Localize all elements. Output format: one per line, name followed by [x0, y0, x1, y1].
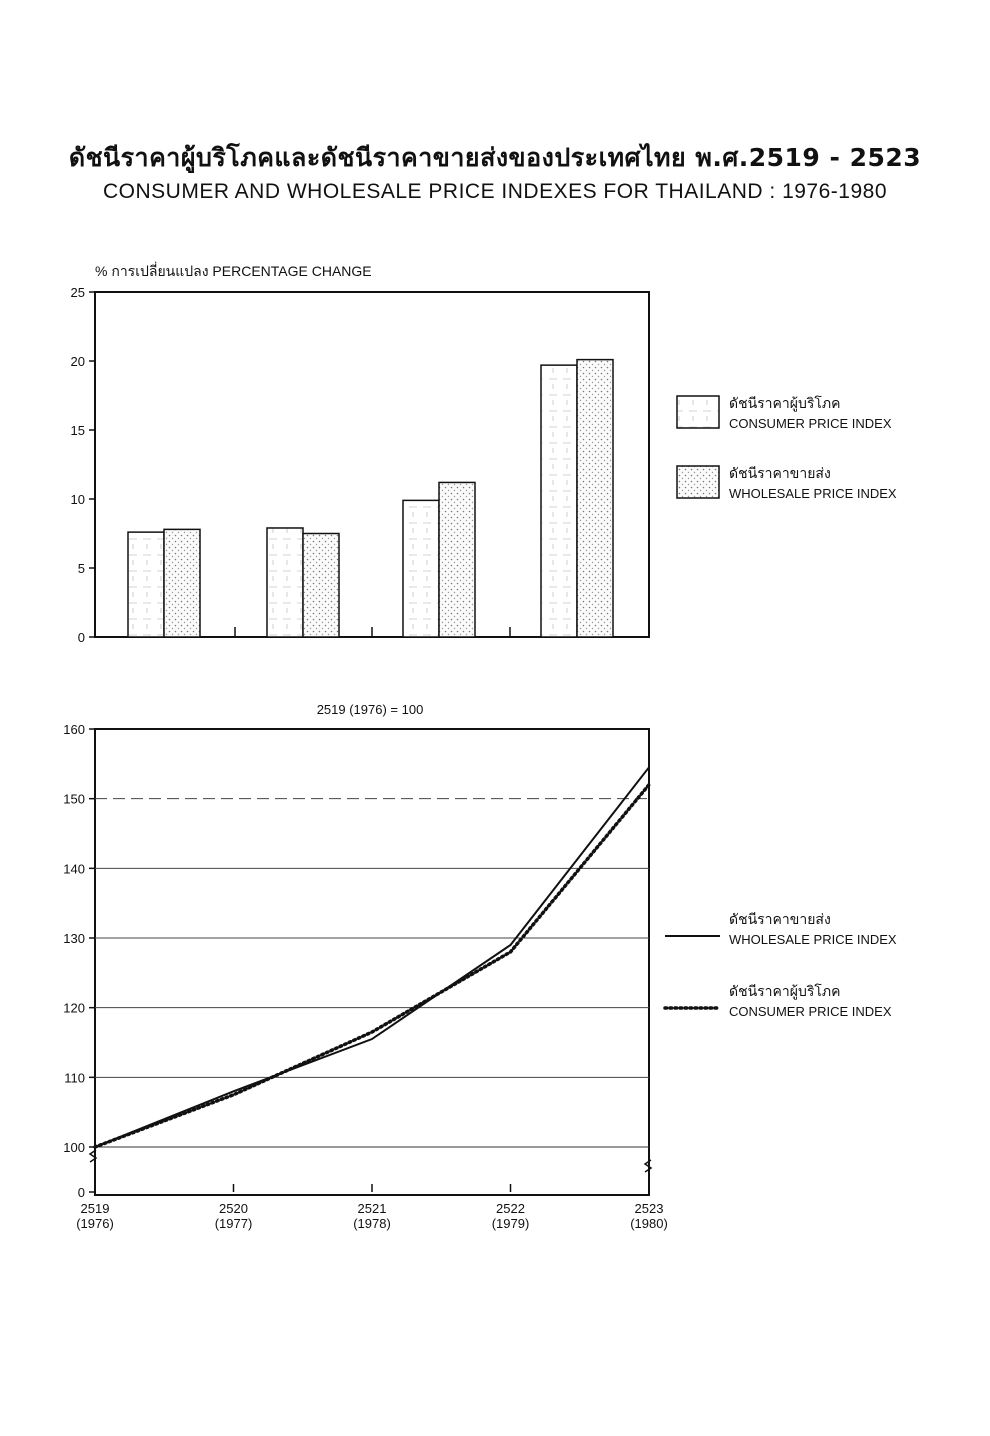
wholesale-bar [164, 529, 200, 637]
line-y-tick-label: 130 [63, 931, 85, 946]
bar-y-tick-label: 15 [70, 423, 85, 438]
line-y-tick-label: 150 [63, 791, 85, 807]
consumer-bar [403, 500, 439, 637]
line-y-tick-label: 120 [63, 1000, 85, 1016]
legend-label-thai: ดัชนีราคาผู้บริโภค [729, 984, 841, 1000]
line-y-tick-label: 0 [77, 1185, 85, 1200]
wholesale-bar [303, 534, 339, 638]
wholesale-bar [577, 360, 613, 637]
bar-y-tick-label: 5 [77, 561, 85, 576]
consumer-bar [128, 532, 164, 637]
bar-y-tick-label: 0 [77, 630, 85, 645]
line-x-tick-label: 2523 (1980) [630, 1201, 668, 1231]
bar-y-axis-label: % การเปลี่ยนแปลง PERCENTAGE CHANGE [95, 263, 372, 279]
legend-label-english: CONSUMER PRICE INDEX [729, 1004, 892, 1019]
axis-break-right [645, 1160, 651, 1172]
line-y-tick-label: 140 [63, 861, 85, 877]
bar-y-tick-label: 10 [70, 492, 85, 507]
consumer-price-line [95, 785, 649, 1147]
line-x-tick-label: 2519 (1976) [76, 1201, 114, 1231]
legend-label-english: CONSUMER PRICE INDEX [729, 416, 892, 431]
chart-title-english: CONSUMER AND WHOLESALE PRICE INDEXES FOR THAILAND : 1976-1980 [103, 180, 887, 203]
line-y-tick-label: 110 [64, 1070, 85, 1086]
legend-label-thai: ดัชนีราคาผู้บริโภค [729, 396, 841, 412]
line-x-tick-label: 2521 (1978) [353, 1201, 391, 1231]
legend-label-english: WHOLESALE PRICE INDEX [729, 932, 897, 947]
wholesale-bar [439, 482, 475, 637]
line-x-tick-label: 2520 (1977) [214, 1201, 253, 1231]
line-x-tick-label: 2522 (1979) [491, 1201, 530, 1231]
legend-swatch-consumer [677, 396, 719, 428]
legend-label-english: WHOLESALE PRICE INDEX [729, 486, 897, 501]
line-y-tick-label: 100 [63, 1140, 85, 1155]
consumer-bar [267, 528, 303, 637]
legend-label-thai: ดัชนีราคาขายส่ง [729, 466, 831, 482]
bar-y-tick-label: 20 [70, 354, 85, 369]
line-y-tick-label: 160 [63, 722, 85, 737]
legend-label-thai: ดัชนีราคาขายส่ง [729, 912, 831, 928]
legend-swatch-wholesale [677, 466, 719, 498]
line-chart-subtitle: 2519 (1976) = 100 [316, 702, 424, 717]
wholesale-price-line [95, 767, 649, 1147]
consumer-bar [541, 365, 577, 637]
chart-title-thai: ดัชนีราคาผู้บริโภคและดัชนีราคาขายส่งของประเทศไทย พ.ศ.2519 - 2523 [68, 143, 922, 172]
bar-y-tick-label: 25 [70, 285, 85, 300]
